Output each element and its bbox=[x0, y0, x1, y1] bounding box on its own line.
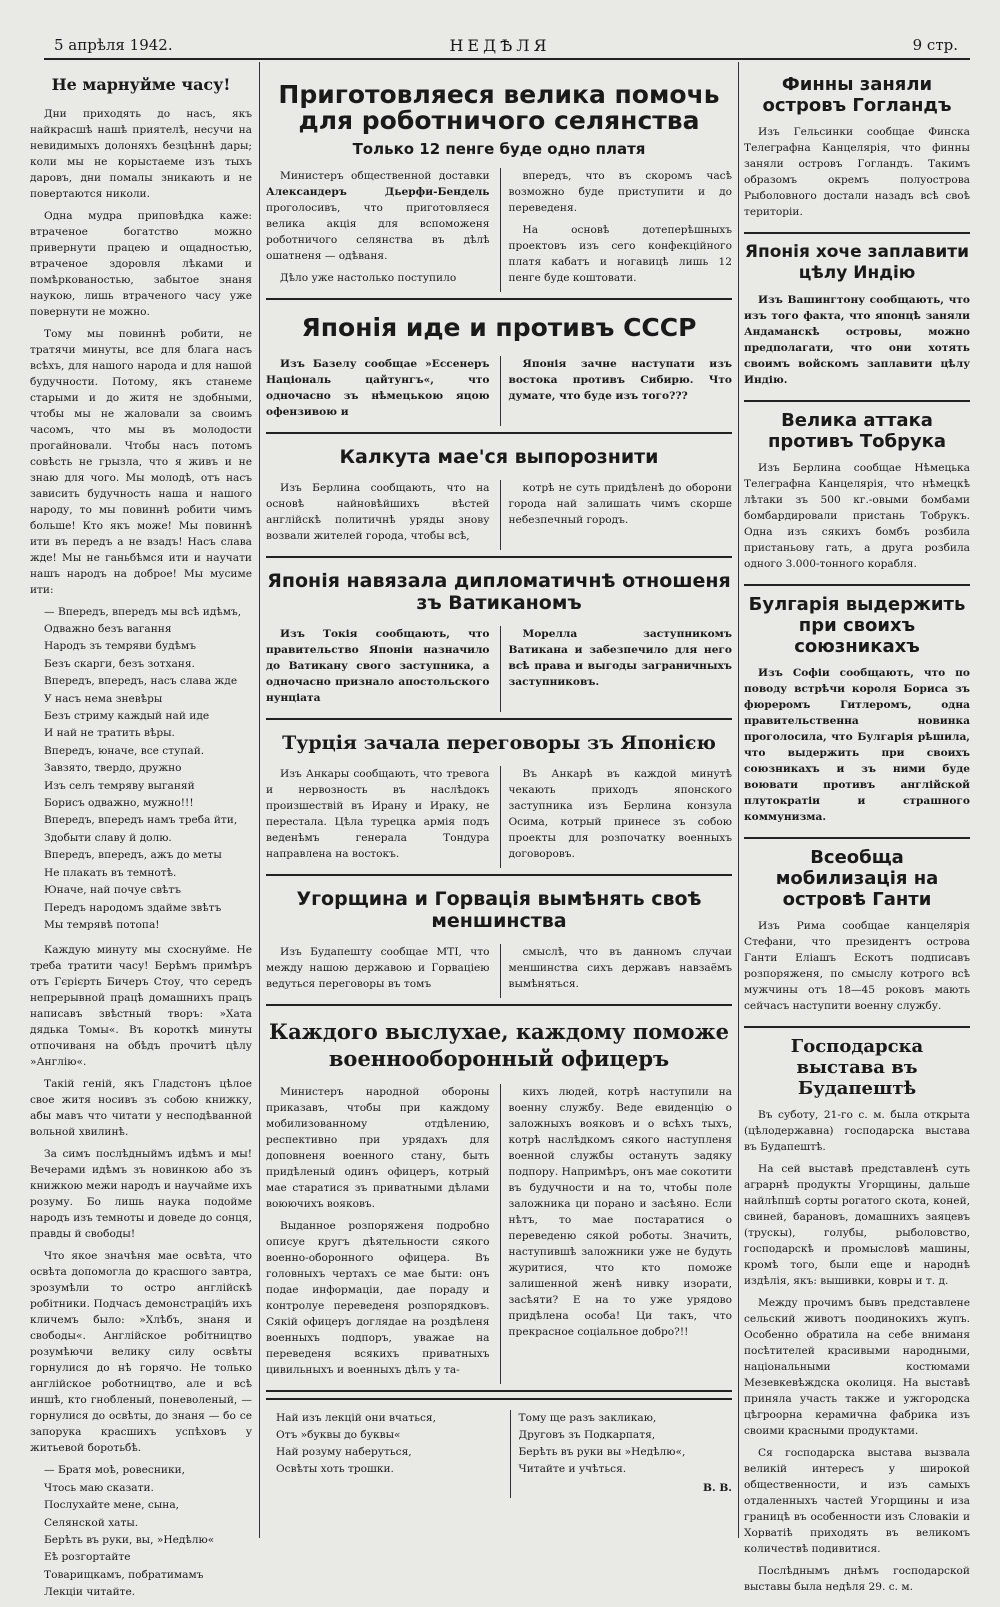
poem-line: Лекціи читайте. bbox=[44, 1586, 136, 1599]
paragraph: Такій геній, якъ Гладстонъ цѣлое свое житя носивъ зъ собою книжку, абы мавъ что читати у несподѣванной вольной хвилинѣ. bbox=[30, 1078, 252, 1139]
paragraph: На сей выставѣ представленѣ суть аграрнѣ продукты Угорщины, дальше найлѣпшѣ сорты рогатого скота, коней, свиней, барановъ, домашнихъ заяцевъ (трускы), голубы, рыболовство, господарскѣ и промысловѣ машины, кромѣ того, были еще и народнѣ издѣлія, якъ: вышивки, ковры и т. д. bbox=[744, 1163, 970, 1287]
poem-line: Борисъ одважно, мужно!!! bbox=[44, 797, 194, 810]
article-title: Японія иде и противъ СССР bbox=[301, 313, 697, 342]
poem-line: У насъ нема зневѣры bbox=[44, 692, 163, 705]
left-column bbox=[30, 66, 252, 1599]
poem-line: Юначе, най почуе свѣтъ bbox=[44, 884, 182, 897]
paragraph: Каждую минуту мы схоснуйме. Не треба тратити часу! Берѣмъ примѣръ отъ Гєрієрть Бичеръ Стоу, что середъ непрерывной працѣ домашнихъ працъ написавъ звѣстный творъ: »Хата дядька Томы«. Въ короткѣ минуты отпочиваня на обѣдъ прочитѣ цѣлу »Англію«. bbox=[30, 944, 252, 1069]
poem-line: Безъ скарги, безъ зотханя. bbox=[44, 657, 195, 670]
poem-line: — Впередъ, впередъ мы всѣ идѣмъ, bbox=[44, 605, 242, 618]
paragraph: Изъ Софіи сообщають, что по поводу встрѣчи короля Бориса зъ фюреромъ Гитлеромъ, одна правительственна новинка проголосила, что Булгарія рѣшила, что выдержить при своихъ союзникахъ и зъ ними буде воювати противъ англійской плутократіи и страшного коммунизма. bbox=[744, 667, 970, 823]
poem bbox=[44, 1462, 252, 1601]
article-title: Булгарія выдержить при своихъ союзникахъ bbox=[748, 594, 966, 657]
poem-line: Най розуму наберуться, bbox=[276, 1445, 412, 1458]
poem-line: Впередъ, юначе, все ступай. bbox=[44, 744, 205, 757]
article bbox=[266, 732, 732, 876]
article-title: Велика аттака противъ Тобрука bbox=[767, 410, 947, 452]
article bbox=[266, 82, 732, 300]
poem-line: Здобыти славу й долю. bbox=[44, 831, 172, 844]
paragraph: Дѣло уже настолько поступило bbox=[280, 272, 457, 284]
poem-line: И най не тратить вѣры. bbox=[44, 727, 175, 740]
article bbox=[266, 570, 732, 720]
paragraph: Одна мудра приповѣдка каже: втраченое богатство можно привернути працею и ощадностью, втраченое здоровля лѣками и помѣркованостью, забытое знаня наукою, лишь втраченого часу уже повернути не можно. bbox=[30, 209, 252, 318]
minister-name: Александеръ Дьерфи-Бендель bbox=[266, 186, 490, 198]
poem-line: Освѣты хоть трошки. bbox=[276, 1463, 394, 1476]
paragraph: Изъ Гельсинки сообщае Финска Телеграфна Канцелярія, что финны заняли островъ Гогландъ. Такимъ образомъ окремъ полуострова Рыболовного достали назадъ всѣ своѣ територіи. bbox=[744, 126, 970, 218]
poem-line: Чтось маю сказати. bbox=[44, 1481, 154, 1494]
paragraph: котрѣ не суть придѣленѣ до оборони города най залишать чимъ скорше небезпечный городъ. bbox=[508, 481, 732, 526]
poem-line: Народъ зъ темряви будѣмъ bbox=[44, 640, 196, 653]
paragraph: На основѣ дотеперѣшныхъ проектовъ изъ сего конфекційного платя кабатъ и ногавицѣ лишь 12 пенге буде коштовати. bbox=[508, 224, 732, 284]
paragraph: смыслѣ, что въ данномъ случаи меншинства сихъ державъ навзаёмъ вымѣняться. bbox=[508, 945, 732, 990]
poem bbox=[510, 1410, 733, 1498]
article bbox=[744, 1036, 970, 1607]
article-title: Калкута мае'ся выпорознити bbox=[339, 445, 659, 468]
column-divider bbox=[738, 62, 739, 1538]
paragraph: За симъ послѣдныймъ идѣмъ и мы! Вечерами идѣмъ зъ новинкою або зъ книжкою межи народъ и научайме ихъ розуму. Бо лишь наука подойме народъ изъ темноты и доведе до сонця, правды й свободы! bbox=[30, 1148, 252, 1241]
poem-line: Берѣть въ руки вы »Недѣлю«, bbox=[518, 1445, 686, 1458]
poem-line: Передъ народомъ здайме звѣтъ bbox=[44, 901, 222, 914]
article bbox=[266, 1018, 732, 1392]
paragraph: Изъ Токія сообщають, что правительство Японіи назначило до Ватикану свого заступника, а одночасно признало апостольского нунціата bbox=[266, 627, 490, 704]
poem-line: Берѣть въ руки, вы, »Недѣлю« bbox=[44, 1533, 215, 1546]
paragraph: Изъ Берлина сообщае Нѣмецька Телеграфна Канцелярія, что нѣмецкѣ лѣтаки зъ 500 кг.-овыми бомбами бомбардировали пристань Тобрукъ. Одна изъ сякихъ бомбъ розбила пристаньову гать, а друга розбила одного 3.000-тонного корабля. bbox=[744, 462, 970, 570]
paragraph: Ся господарска выстава вызвала великій интересъ у широкой общественности, и изъ самыхъ отдаленныхъ частей Угорщины и иза границѣ въ особенности изъ Словакіи и Хорватіѣ приходять въ великомъ количествѣ подивитися. bbox=[744, 1447, 970, 1555]
masthead-title: НЕДѢЛЯ bbox=[449, 36, 551, 55]
paragraph: Тому мы повиннѣ робити, не тратячи минуты, все для блага насъ всѣхъ, для нашого народа и для нашой будучности. Потому, якъ станеме старыми и до житя не здобными, чтобы мы не жаловали за своимъ часомъ, что мы въ молодости прогайновали. Чтобы насъ потомъ совѣсть не грызла, что я живъ и не знаю для чого. Мы молодѣ, отъ насъ зависить будучность наша и нашого народу, то мы повиннѣ робити чимъ больше! Кто якъ може! Мы повиннѣ ити въ передъ а не взадъ! Насъ слава жде! Мы не ганьбѣмся ити и научати нашъ народъ на доброе! Мы мусиме ити: bbox=[30, 327, 252, 596]
poem-line: Най изъ лекцій они вчаться, bbox=[276, 1411, 436, 1424]
poem-line: Изъ селъ темряву выганяй bbox=[44, 779, 195, 792]
poem bbox=[276, 1410, 490, 1498]
poem-line: Впередъ, впередъ, ажъ до меты bbox=[44, 849, 222, 862]
poem-line: Не плакать въ темнотѣ. bbox=[44, 866, 177, 879]
paragraph: Японія зачне наступати изъ востока противъ Сибирю. Что думате, что буде изъ того??? bbox=[508, 357, 732, 402]
paragraph: Изъ Вашингтону сообщають, что изъ того факта, что японцѣ заняли Андаманскѣ островы, можно предполагати, что они хотять своимъ войскомъ заплавити цѣлу Индію. bbox=[744, 294, 970, 386]
paragraph: Изъ Базелу сообщае »Ессенеръ Національ цайтунгъ«, что одночасно зъ нѣмецькою яцою офензивою и bbox=[266, 357, 490, 418]
paragraph: впередъ, что въ скоромъ часѣ возможно буде приступити и до переведеня. bbox=[508, 170, 732, 214]
poem-line: Селянской хаты. bbox=[44, 1516, 139, 1529]
paragraph: Выданное розпоряженя подробно описуе кругъ дѣятельности сякого военно-оборонного офицера. Въ головныхъ чертахъ се мае быти: онъ подае информаціи, дае пораду и контролуе переведеня розпорядковъ. Сякій офицеръ доглядае на роздѣленя военныхъ подпоръ, уважае на переведеня всякихъ приватныхъ цивильныхъ и военныхъ дѣлъ у та- bbox=[266, 1219, 490, 1376]
paragraph: Въ Анкарѣ въ каждой минутѣ чекають приходъ японского заступника изъ Берлина конзула Осима, котрый принесе зъ собою проекты для розпочатку военныхъ договоровъ. bbox=[508, 767, 732, 860]
article-title: Японія навязала дипломатичнѣ отношеня зъ Ватиканомъ bbox=[267, 569, 731, 614]
poem-line: Послухайте мене, сына, bbox=[44, 1499, 180, 1512]
paragraph: Что якое значѣня мае освѣта, что освѣта допомогла до красшого завтра, зрозумѣли то остро англійскѣ робітники. Подчасъ демонстраційъ ихъ кличемъ было: »Хлѣбъ, знаня и свободы«. Англійское робітництво розумѣючи велику силу освѣты горнулися до нѣ горячо. Не только англійское роботництво, але и всѣ иншѣ, кто гнобленый, поневоленый, — горнулися до освѣты, до знаня — бо се запорука красшихъ успѣховъ у житьевой боротьбѣ. bbox=[30, 1250, 252, 1455]
poem-line: Отъ »буквы до буквы« bbox=[276, 1428, 401, 1441]
paragraph: Послѣднымъ днѣмъ господарской выставы была недѣля 29. с. м. bbox=[744, 1565, 970, 1593]
paragraph: Между прочимъ бывъ представлене сельский животъ поодинокихъ жупъ. Особенно обратила на себе вниманя посѣтителей красивыми народными, національными костюмами Мезевкевѣждска околиця. На выставѣ приняла участь также и ужгородска цѣгроорна керамична фабрика изъ своими красными продуктами. bbox=[744, 1297, 970, 1437]
article-title: Японія хоче заплавити цѣлу Индію bbox=[744, 242, 970, 283]
paragraph: кихъ людей, котрѣ наступили на военну службу. Веде евиденцію о заложныхъ вояковъ и о всѣхъ тыхъ, котрѣ наслѣдкомъ сякого наступленя военной службы остануть задяку подпору. Напримѣръ, онъ мае сокотити въ будучности и на то, чтобы поле заложника ци порано и засѣяно. Если нѣтъ, то мае постаратися о переведеню сякой роботы. Значить, наступившѣ заложники уже не будуть журитися, что кто поможе залишенной женѣ нивку изорати, засѣяти? Е на то уже урядово придѣлена особа! Ци такъ, что прекрасное соціальное добро?!! bbox=[508, 1085, 732, 1338]
signature: В. В. bbox=[703, 1482, 732, 1495]
article bbox=[744, 74, 970, 234]
poem-line: Впередъ, впередъ намъ треба йти, bbox=[44, 814, 238, 827]
article-title: Господарска выстава въ Будапештѣ bbox=[790, 1036, 924, 1099]
paragraph: Морелла заступникомъ Ватикана и забезпечило для него всѣ права и выгоды заграничныхъ заступниковъ. bbox=[508, 627, 732, 688]
header-rule bbox=[44, 58, 970, 60]
page-number: 9 стр. bbox=[912, 36, 958, 54]
poem-line: Тому ще разъ закликаю, bbox=[518, 1411, 657, 1424]
article bbox=[744, 594, 970, 839]
right-column bbox=[744, 66, 970, 1593]
poem-line: Завзято, твердо, дружно bbox=[44, 762, 182, 775]
article-title: Каждого выслухае, каждому поможе военнооборонный офицеръ bbox=[268, 1018, 730, 1071]
poem-line: — Братя моѣ, ровесники, bbox=[44, 1464, 185, 1477]
paragraph: Изъ Анкары сообщають, что тревога и нервозность въ наслѣдокъ произшествій въ Ирану и Ираку, не перестала. Цѣла турецка армія подъ веденѣмъ генерала Тондура направлена на востокъ. bbox=[266, 767, 490, 860]
poem-line: Впередъ, впередъ, насъ слава жде bbox=[44, 675, 238, 688]
article bbox=[744, 847, 970, 1028]
article bbox=[266, 314, 732, 434]
article bbox=[266, 888, 732, 1006]
article bbox=[744, 410, 970, 586]
paragraph: Въ суботу, 21-го с. м. была открыта (цѣлодержавна) господарска выстава въ Будапештѣ. bbox=[744, 1109, 970, 1153]
poem-line: Друговъ зъ Подкарпатя, bbox=[518, 1428, 656, 1441]
article bbox=[744, 242, 970, 402]
article-title: Приготовляеся велика помочь для роботничого селянства bbox=[278, 80, 720, 135]
paragraph: Министеръ общественной доставки Александеръ Дьерфи-Бендель проголосивъ, что приготовляеся велика акція для вспоможеня роботничого селянства въ дѣлѣ ошатненя — одѣваня. bbox=[266, 170, 490, 262]
center-column bbox=[266, 66, 732, 1536]
poem-box bbox=[266, 1398, 732, 1504]
article bbox=[266, 446, 732, 558]
paragraph: Изъ Рима сообщае канцелярія Стефани, что президентъ острова Ганти Еліашъ Ескотъ подписавъ розпоряженя, по смыслу котрого всѣ мужчины отъ 18—45 роковъ мають сейчасъ наступити военну службу. bbox=[744, 920, 970, 1012]
article-title: Не марнуйме часу! bbox=[51, 75, 231, 94]
column-divider bbox=[259, 62, 260, 1538]
poem-line: Одважно безъ вагання bbox=[44, 623, 172, 635]
article-title: Всеобща мобилизація на островѣ Ганти bbox=[775, 847, 939, 910]
poem-line: Мы темрявѣ потопа! bbox=[44, 918, 160, 931]
paragraph: Изъ Будапешту сообщае МТІ, что между нашою державою и Горваціею ведуться переговоры въ томъ bbox=[266, 945, 490, 990]
paragraph: Изъ Берлина сообщають, что на основѣ найновѣйшихъ вѣстей англійскѣ политичнѣ уряды знову возвали жителей города, чтобы всѣ, bbox=[266, 481, 490, 542]
article-title: Турція зачала переговоры зъ Японією bbox=[282, 731, 716, 754]
poem bbox=[44, 604, 252, 935]
paragraph: Дни приходять до насъ, якъ найкрасшѣ нашѣ приятелѣ, несучи на невидимыхъ долоняхъ безцѣннѣ дары; коли мы не корыстаеме изъ тыхъ даровъ, дни помалы зникають и не повертаются николи. bbox=[30, 107, 252, 200]
poem-line: Еѣ розгортайте bbox=[44, 1551, 131, 1564]
issue-date: 5 апрѣля 1942. bbox=[54, 36, 173, 54]
article-title: Угорщина и Горвація вымѣнять своѣ меншинства bbox=[296, 887, 702, 932]
article-subtitle: Только 12 пенге буде одно платя bbox=[352, 140, 646, 158]
poem-line: Читайте и учѣться. bbox=[518, 1463, 627, 1476]
paragraph: Министеръ народной обороны приказавъ, чтобы при каждому мобилизованному отдѣлению, респективно при урядахъ для доповненя военного стану, быть придѣленый одинъ офицеръ, котрый мае старатися зъ приватными дѣлами воюючихъ вояковъ. bbox=[266, 1085, 490, 1210]
poem-line: Безъ стриму каждый най иде bbox=[44, 710, 210, 723]
article-title: Финны заняли островъ Гогландъ bbox=[762, 74, 952, 116]
poem-line: Товарищкамъ, побратимамъ bbox=[44, 1568, 204, 1581]
